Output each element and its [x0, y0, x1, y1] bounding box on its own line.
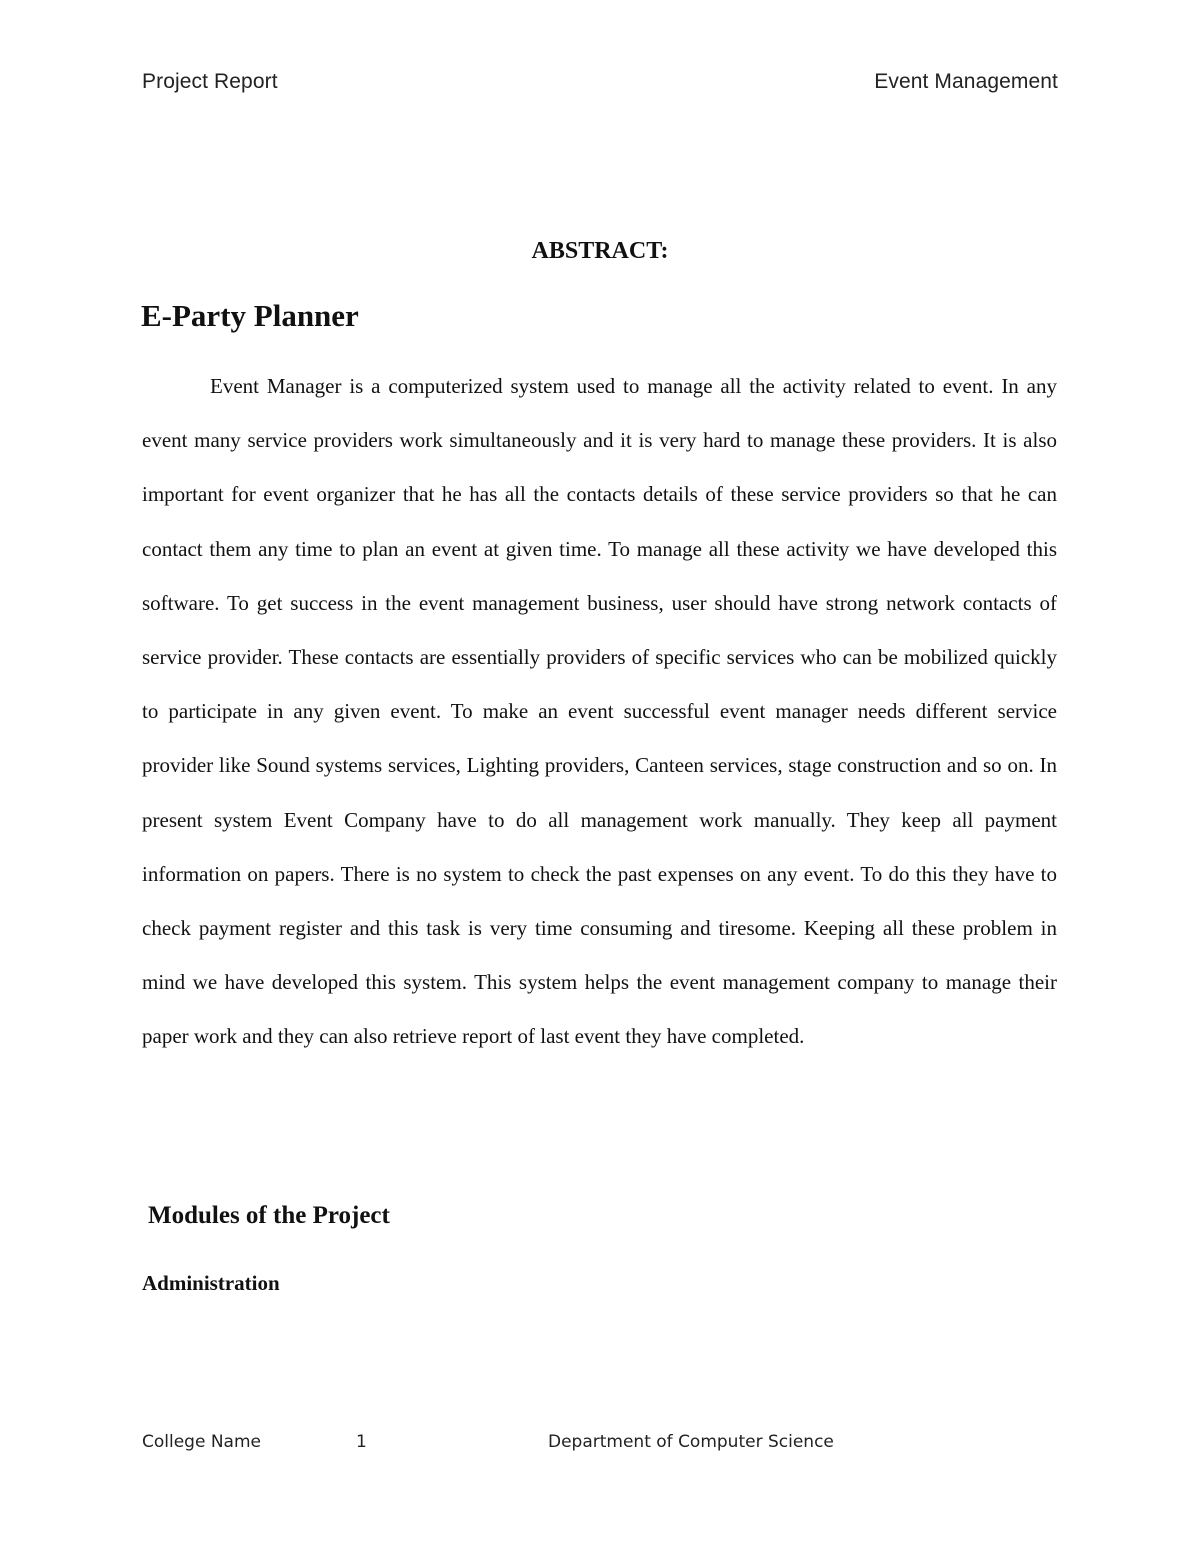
footer-page-number: 1	[356, 1432, 367, 1452]
abstract-title: ABSTRACT:	[531, 238, 669, 264]
administration-heading: Administration	[142, 1271, 280, 1295]
modules-heading: Modules of the Project	[148, 1202, 390, 1229]
document-title: E-Party Planner	[141, 298, 359, 333]
header-left: Project Report	[142, 70, 278, 93]
footer-college: College Name	[142, 1432, 261, 1452]
abstract-paragraph: Event Manager is a computerized system used to manage all the activity related to event. In any event many service providers work simultaneously and it is very hard to manage these providers. It is also important for event organizer that he has all the contacts details of these service providers so that he can contact them any time to plan an event at given time. To manage all these activity we have developed this software. To get success in the event management business, user should have strong network contacts of service provider. These contacts are essentially providers of specific services who can be mobilized quickly to participate in any given event. To make an event successful event manager needs different service provider like Sound systems services, Lighting providers, Canteen services, stage construction and so on. In present system Event Company have to do all management work manually. They keep all payment information on papers. There is no system to check the past expenses on any event. To do this they have to check payment register and this task is very time consuming and tiresome. Keeping all these problem in mind we have developed this system. This system helps the event management company to manage their paper work and they can also retrieve report of last event they have completed.	[142, 374, 1057, 1049]
footer-department: Department of Computer Science	[548, 1432, 834, 1452]
header-right: Event Management	[874, 70, 1058, 93]
